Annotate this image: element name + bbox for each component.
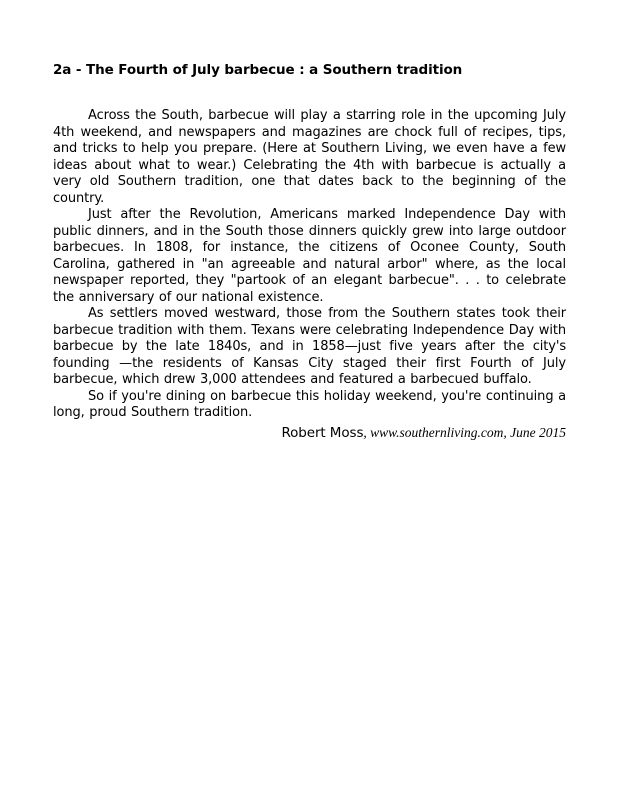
attribution-line [53,423,566,442]
paragraph-intro: Across the South, barbecue will play a starring role in the upcoming July 4th weekend, and newspapers and magazines are chock full of recipes, tips, and tricks to help you prepare. (Here at Southern Living, we even have a few ideas about what to wear.) Celebrating the 4th with barbecue is actually a very old Southern tradition, one that dates back to the beginning of the country. [53,108,566,206]
attribution-author: Robert Moss [281,424,364,441]
paragraph-westward: As settlers moved westward, those from the Southern states took their barbecue tradition with them. Texans were celebrating Independence Day with barbecue by the late 1840s, and in 1858—just five years after the city's founding —the residents of Kansas City staged their first Fourth of July barbecue, which drew 3,000 attendees and featured a barbecued buffalo. [53,306,566,387]
paragraph-revolution: Just after the Revolution, Americans marked Independence Day with public dinners, and in the South those dinners quickly grew into large outdoor barbecues. In 1808, for instance, the citizens of Oconee County, South Carolina, gathered in "an agreeable and natural arbor" where, as the local newspaper reported, they "partook of an elegant barbecue". . . to celebrate the anniversary of our national existence. [53,207,566,305]
attribution-source: , www.southernliving.com, June 2015 [363,424,566,440]
document-title: 2a - The Fourth of July barbecue : a Southern tradition [53,62,463,78]
paragraph-closing: So if you're dining on barbecue this holiday weekend, you're continuing a long, proud Southern tradition. [53,388,566,420]
